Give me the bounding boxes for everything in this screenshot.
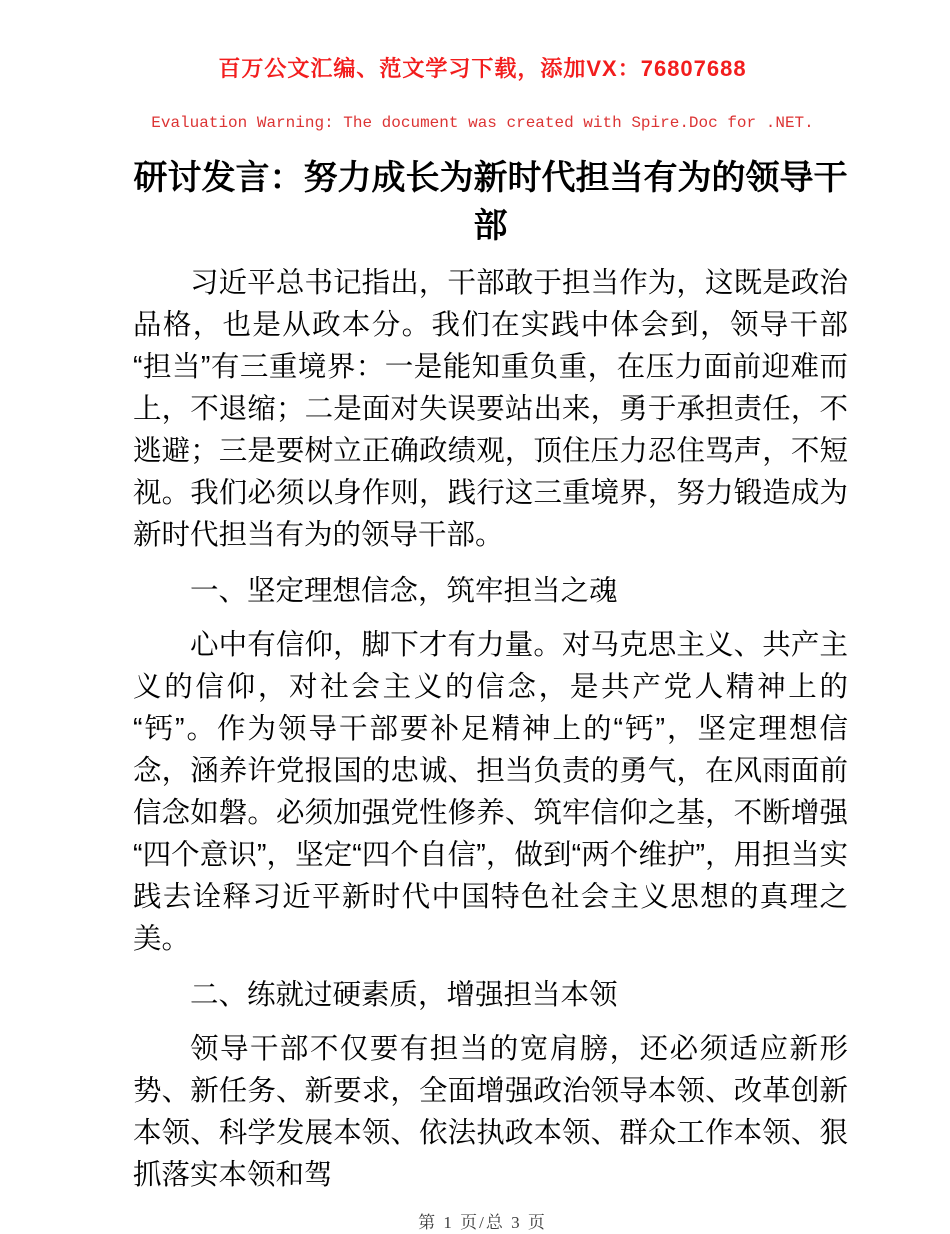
promo-header-text: 百万公文汇编、范文学习下载，添加VX：76807688	[218, 56, 747, 81]
body-paragraph: 心中有信仰，脚下才有力量。对马克思主义、共产主义的信仰，对社会主义的信念，是共产党人精神上的“钙”。作为领导干部要补足精神上的“钙”，坚定理想信念，涵养许党报国的忠诚、担当负责的勇气，在风雨面前信念如磐。必须加强党性修养、筑牢信仰之基，不断增强“四个意识”，坚定“四个自信”，做到“两个维护”，用担当实践去诠释习近平新时代中国特色社会主义思想的真理之美。	[133, 629, 848, 955]
page-number-indicator: 第 1 页/总 3 页	[418, 1213, 547, 1232]
section-heading: 二、练就过硬素质，增强担当本领	[190, 979, 618, 1011]
evaluation-warning-text: Evaluation Warning: The document was created with Spire.Doc for .NET.	[151, 114, 814, 132]
document-title: 研讨发言：努力成长为新时代担当有为的领导干部	[133, 159, 848, 245]
section-heading: 一、坚定理想信念，筑牢担当之魂	[190, 575, 618, 607]
body-paragraph: 习近平总书记指出，干部敢于担当作为，这既是政治品格，也是从政本分。我们在实践中体会到，领导干部“担当”有三重境界：一是能知重负重，在压力面前迎难而上，不退缩；二是面对失误要站出来，勇于承担责任，不逃避；三是要树立正确政绩观，顶住压力忍住骂声，不短视。我们必须以身作则，践行这三重境界，努力锻造成为新时代担当有为的领导干部。	[133, 267, 848, 551]
document-body	[133, 262, 848, 1196]
body-paragraph: 领导干部不仅要有担当的宽肩膀，还必须适应新形势、新任务、新要求，全面增强政治领导本领、改革创新本领、科学发展本领、依法执政本领、群众工作本领、狠抓落实本领和驾	[133, 1033, 848, 1191]
